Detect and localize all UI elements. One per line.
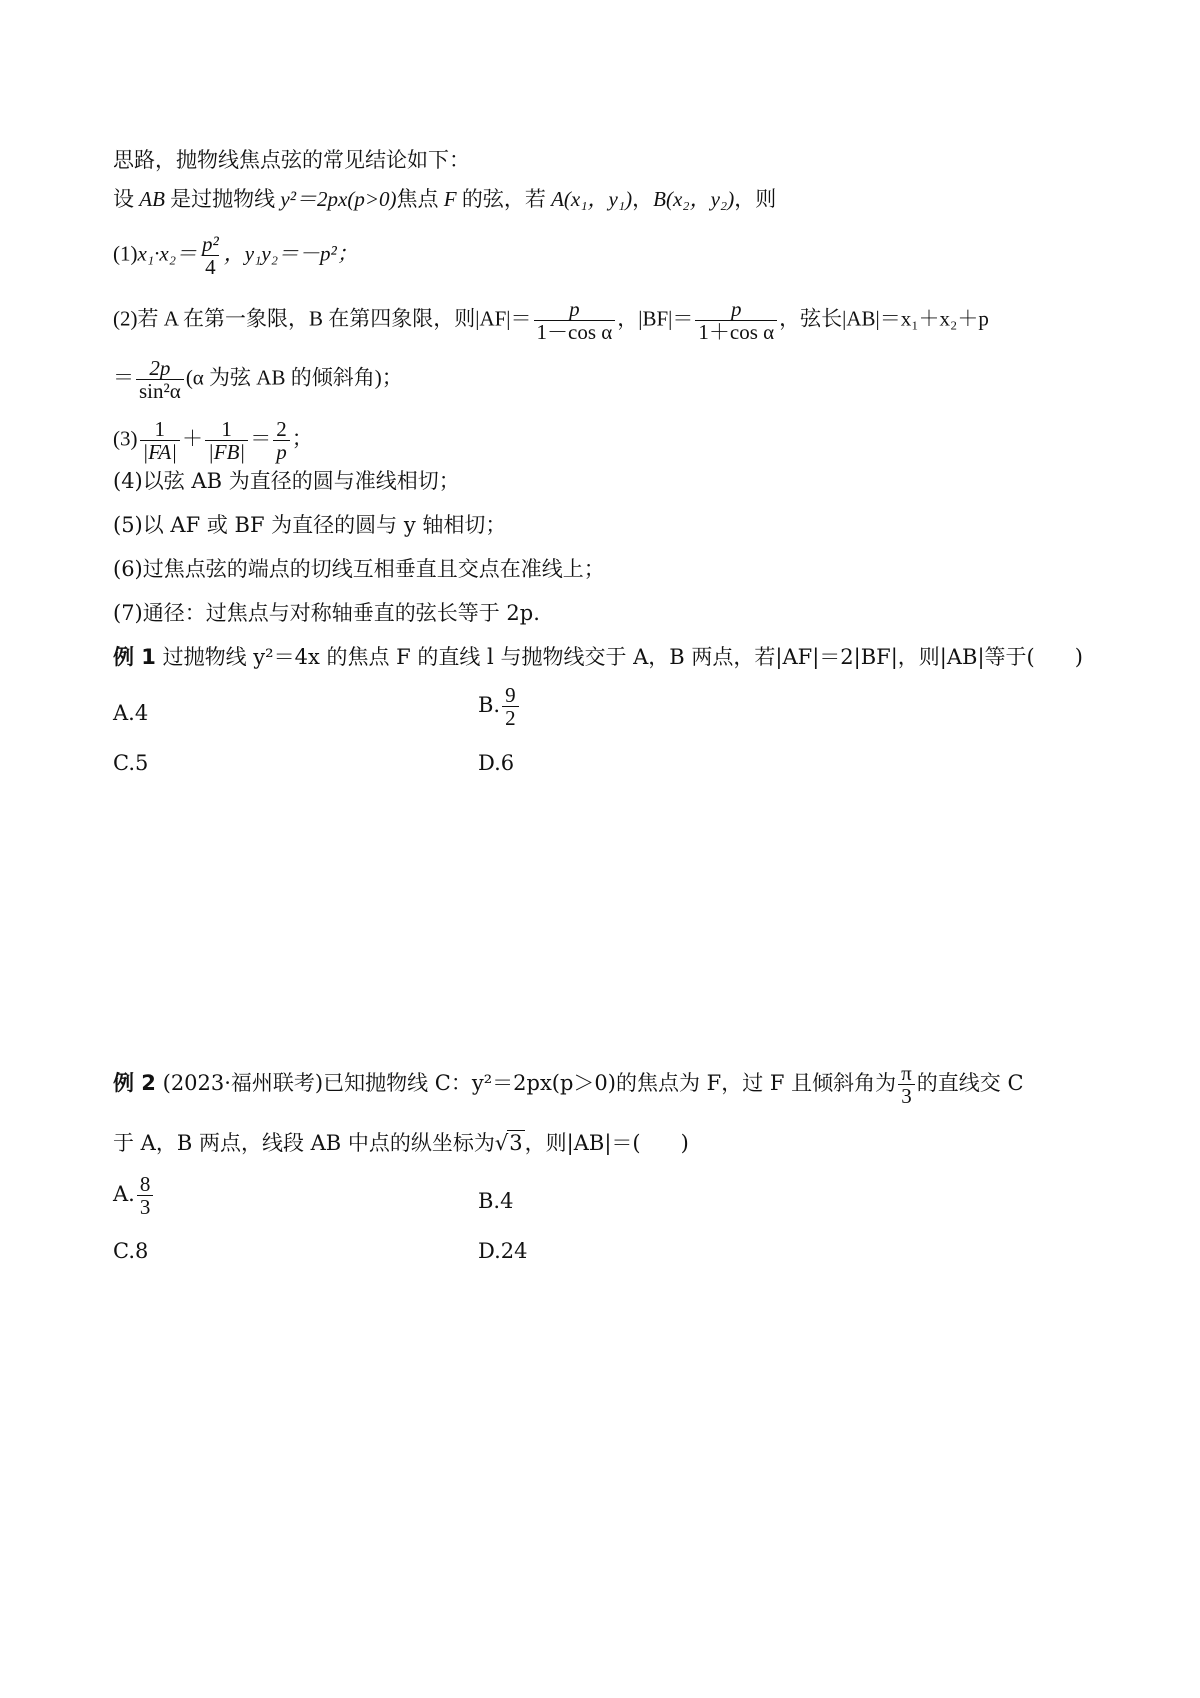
item-4: (4)以弦 AB 为直径的圆与准线相切； <box>113 469 460 493</box>
fraction-numerator: 8 <box>139 1172 151 1196</box>
example-1-close: ) <box>1074 645 1083 669</box>
example-1-text: 过抛物线 y²＝4x 的焦点 F 的直线 l 与抛物线交于 A，B 两点，若|AF|＝2|BF|，则|AB|等于( <box>162 645 1035 669</box>
sqrt-sign: √ <box>494 1131 509 1155</box>
example-2-line1-a: (2023·福州联考)已知抛物线 C：y²＝2px(p＞0)的焦点为 F，过 F 且倾斜角为 <box>162 1071 897 1095</box>
fraction-p2-over-4 <box>199 233 222 278</box>
fraction-numerator: p <box>569 297 580 321</box>
item-3-plus: ＋ <box>182 426 203 451</box>
setup-mid2: 焦点 <box>396 187 444 211</box>
fraction-numerator: p² <box>202 232 219 256</box>
fraction-1-over-fa <box>140 418 181 463</box>
fraction-8-over-3 <box>137 1173 154 1218</box>
example-1-option-d[interactable]: D.6 <box>478 751 515 775</box>
fraction-2-over-p <box>273 418 290 463</box>
setup-equation: y²＝2px(p>0) <box>280 187 397 211</box>
setup-focus: F <box>443 187 457 211</box>
setup-mid1: 是过抛物线 <box>164 187 281 211</box>
item-1-lhs: x₁·x₂＝ <box>137 241 197 266</box>
fraction-numerator: 2p <box>149 356 171 380</box>
example-2-close: ) <box>680 1131 689 1155</box>
fraction-numerator: 1 <box>154 417 165 441</box>
setup-point-b: B(x₂，y₂) <box>653 187 735 211</box>
setup-suffix: ，则 <box>734 187 777 211</box>
item-2-tail: ，弦长|AB|＝x₁＋x₂＋p <box>779 306 989 331</box>
item-5: (5)以 AF 或 BF 为直径的圆与 y 轴相切； <box>113 513 507 537</box>
fraction-denominator: 1－cos α <box>534 320 616 343</box>
setup-point-a: A(x₁，y₁) <box>551 187 633 211</box>
fraction-2p-over-sin2 <box>136 357 184 402</box>
example-2-option-d[interactable]: D.24 <box>478 1239 528 1263</box>
item-2 <box>113 298 989 343</box>
fraction-numerator: p <box>731 297 742 321</box>
setup-prefix: 设 <box>113 187 140 211</box>
item-1-label: (1) <box>113 241 138 266</box>
fraction-numerator: 1 <box>221 417 232 441</box>
fraction-numerator: π <box>901 1061 912 1085</box>
fraction-bf <box>695 298 777 343</box>
fraction-denominator: sin²α <box>136 379 184 402</box>
item-2-mid: ，|BF|＝ <box>617 306 694 331</box>
example-2-option-c[interactable]: C.8 <box>113 1239 149 1263</box>
item-3-label: (3) <box>113 426 138 451</box>
example-1-option-c[interactable]: C.5 <box>113 751 149 775</box>
intro-line: 思路，抛物线焦点弦的常见结论如下： <box>113 148 470 172</box>
item-3-end: ； <box>291 426 313 451</box>
item-3-eq: ＝ <box>250 426 272 451</box>
fraction-denominator: |FA| <box>140 440 181 463</box>
fraction-9-over-2 <box>502 684 519 729</box>
fraction-pi-over-3 <box>898 1062 915 1107</box>
fraction-denominator: 3 <box>137 1195 154 1218</box>
fraction-af <box>534 298 616 343</box>
fraction-denominator: 4 <box>202 255 219 278</box>
setup-mid3: 的弦，若 <box>456 187 552 211</box>
example-2-question-line-2 <box>113 1128 689 1158</box>
item-1 <box>113 233 358 278</box>
fraction-denominator: 2 <box>502 706 519 729</box>
example-2-line2-b: ，则|AB|＝( <box>524 1131 641 1155</box>
fraction-denominator: 3 <box>898 1084 915 1107</box>
example-2-line2-a: 于 A，B 两点，线段 AB 中点的纵坐标为 <box>113 1131 495 1155</box>
fraction-numerator: 2 <box>276 417 287 441</box>
fraction-denominator: 1＋cos α <box>695 320 777 343</box>
fraction-1-over-fb <box>205 418 248 463</box>
example-2-line1-b: 的直线交 C <box>916 1071 1024 1095</box>
example-2-option-b[interactable]: B.4 <box>478 1189 514 1213</box>
item-2-continued <box>113 357 403 402</box>
example-2-question-line-1 <box>113 1062 1024 1107</box>
setup-chord: AB <box>139 187 165 211</box>
item-2b-eq: ＝ <box>113 365 134 390</box>
option-a-prefix: A. <box>113 1182 135 1206</box>
option-b-prefix: B. <box>478 693 501 717</box>
item-2b-note: (α 为弦 AB 的倾斜角)； <box>185 365 403 390</box>
sqrt-value: 3 <box>509 1131 523 1155</box>
item-1-rest: ，y₁y₂＝－p²； <box>223 241 358 266</box>
fraction-numerator: 9 <box>505 683 516 707</box>
example-1-option-b[interactable] <box>478 684 521 729</box>
example-1-question <box>113 642 1083 672</box>
example-1-label: 例 1 <box>113 645 156 669</box>
item-3 <box>113 418 313 463</box>
setup-line <box>113 184 776 214</box>
example-2-option-a[interactable] <box>113 1173 155 1218</box>
setup-sep: ， <box>632 187 654 211</box>
item-6: (6)过焦点弦的端点的切线互相垂直且交点在准线上； <box>113 557 605 581</box>
fraction-denominator: |FB| <box>205 440 248 463</box>
example-1-option-a[interactable]: A.4 <box>113 701 149 725</box>
example-2-label: 例 2 <box>113 1071 156 1095</box>
fraction-denominator: p <box>273 440 290 463</box>
item-2-label: (2)若 A 在第一象限，B 在第四象限，则|AF|＝ <box>113 306 532 331</box>
item-7: (7)通径：过焦点与对称轴垂直的弦长等于 2p. <box>113 601 540 625</box>
